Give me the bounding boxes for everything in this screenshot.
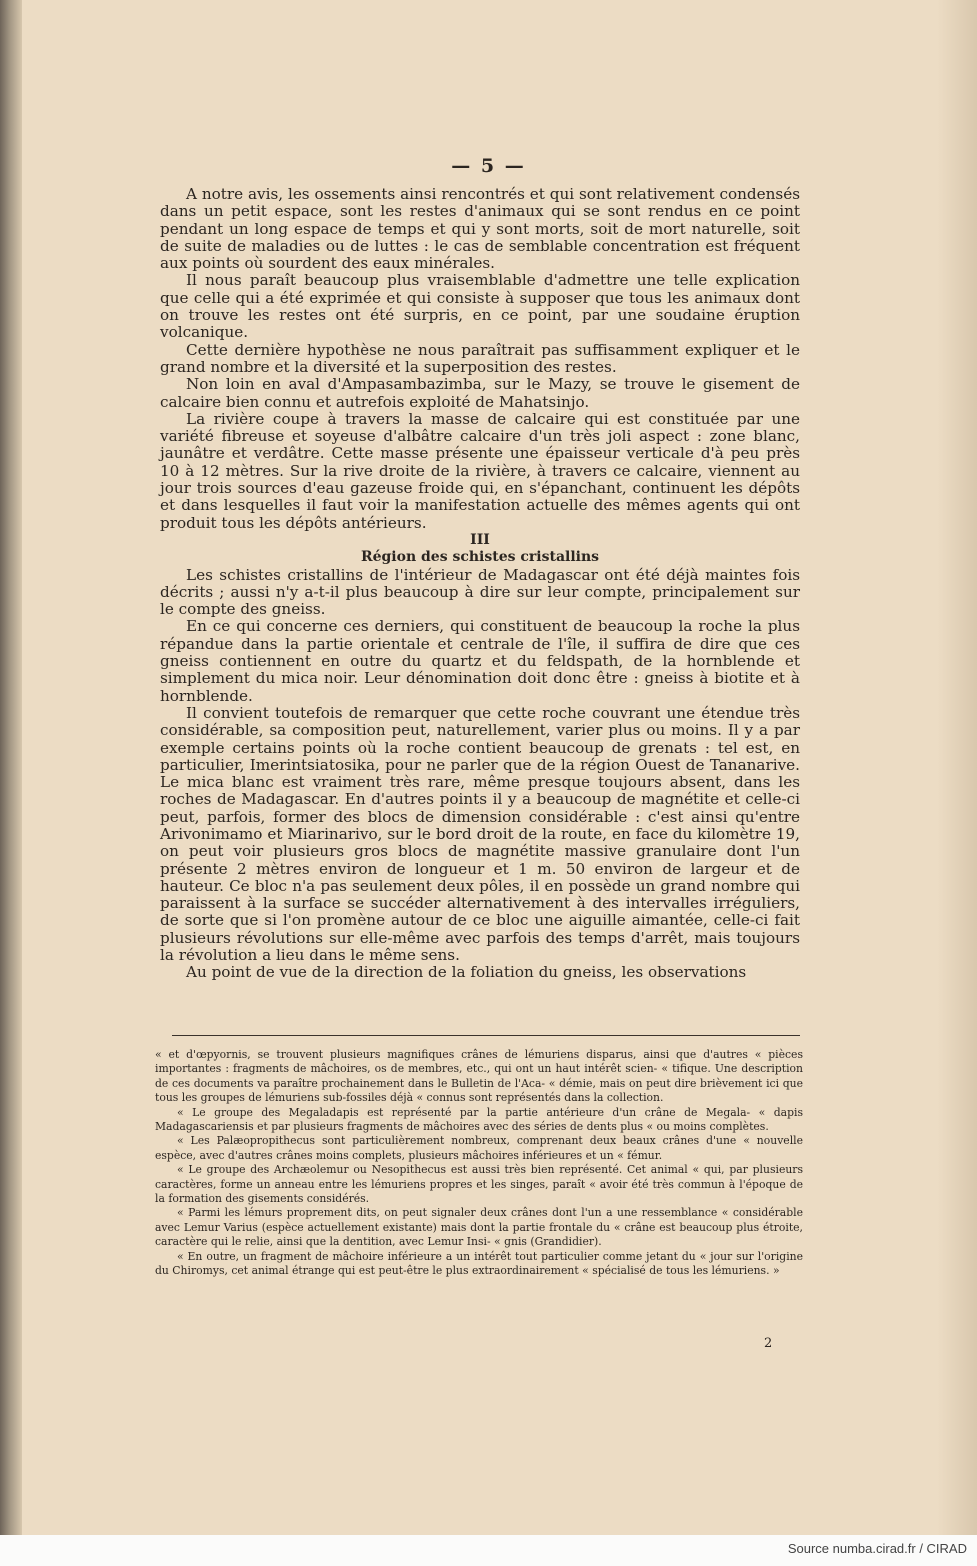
- footnote: « Le groupe des Megaladapis est représenté par la partie antérieure d'un crâne de Megala- « dapis Madagascariensis et par plusieurs fragments de mâchoires avec des séries de dents plus « ou moins complètes.: [155, 1105, 803, 1134]
- signature-mark: 2: [764, 1336, 773, 1351]
- page-edge-shadow: [937, 0, 977, 1535]
- paragraph: Cette dernière hypothèse ne nous paraîtrait pas suffisamment expliquer et le grand nombre et la diversité et la superposition des restes.: [160, 340, 800, 376]
- footnote: « et d'œpyornis, se trouvent plusieurs magnifiques crânes de lémuriens disparus, ainsi que d'autres « pièces importantes : fragments de mâchoires, os de membres, etc., qui ont un haut intérêt scien- « tifique. Une description de ces documents va paraître prochainement dans le Bulletin de l'Aca- « démie, mais on peut dire brièvement ici que tous les groupes de lémuriens sub-fossiles déjà « connus sont représentés dans la collection.: [155, 1048, 803, 1105]
- paragraph: Les schistes cristallins de l'intérieur de Madagascar ont été déjà maintes fois décrits ; aussi n'y a-t-il plus beaucoup à dire sur leur compte, principalement sur le compte des gneiss.: [160, 565, 800, 619]
- paragraph: Au point de vue de la direction de la foliation du gneiss, les observations: [186, 963, 747, 982]
- paragraph: Il nous paraît beaucoup plus vraisemblable d'admettre une telle explication que celle qui a été exprimée et qui consiste à supposer que tous les animaux dont on trouve les restes ont été surpris, en ce point, par une soudaine éruption volcanique.: [160, 271, 800, 342]
- paragraph: A notre avis, les ossements ainsi rencontrés et qui sont relativement condensés dans un petit espace, sont les restes d'animaux qui se sont rendus en ce point pendant un long espace de temps et qui y sont morts, soit de mort naturelle, soit de suite de maladies ou de luttes : le cas de semblable concentration est fréquent aux points où sourdent des eaux minérales.: [160, 185, 800, 273]
- body-text: [160, 186, 800, 982]
- footnote: « En outre, un fragment de mâchoire inférieure a un intérêt tout particulier comme jetant du « jour sur l'origine du Chiromys, cet animal étrange qui est peut-être le plus extraordinairement « spécialisé de tous les lémuriens. »: [155, 1249, 803, 1278]
- footnote-rule: [172, 1035, 800, 1036]
- page-number: — 5 —: [451, 155, 526, 177]
- paragraph: La rivière coupe à travers la masse de calcaire qui est constituée par une variété fibreuse et soyeuse d'albâtre calcaire d'un très joli aspect : zone blanc, jaunâtre et verdâtre. Cette masse présente une épaisseur verticale d'à peu près 10 à 12 mètres. Sur la rive droite de la rivière, à travers ce calcaire, viennent au jour trois sources d'eau gazeuse froide qui, en s'épanchant, continuent les dépôts et dans lesquelles il faut voir la manifestation actuelle des mêmes agents qui ont produit tous les dépôts antérieurs.: [160, 409, 800, 532]
- paragraph: Il convient toutefois de remarquer que cette roche couvrant une étendue très considérable, sa composition peut, naturellement, varier plus ou moins. Il y a par exemple certains points où la roche contient beaucoup de grenats : tel est, en particulier, Imerintsiatosika, pour ne parler que de la région Ouest de Tananarive. Le mica blanc est vraiment très rare, même presque toujours absent, dans les roches de Madagascar. En d'autres points il y a beaucoup de magnétite et celle-ci peut, parfois, former des blocs de dimension considérable : c'est ainsi qu'entre Arivonimamo et Miarinarivo, sur le bord droit de la route, en face du kilomètre 19, on peut voir plusieurs gros blocs de magnétite massive granulaire dont l'un présente 2 mètres environ de longueur et 1 m. 50 environ de largeur et de hauteur. Ce bloc n'a pas seulement deux pôles, il en possède un grand nombre qui paraissent à la surface se succéder alternativement à des intervalles irréguliers, de sorte que si l'on promène autour de ce bloc une aiguille aimantée, celle-ci fait plusieurs révolutions sur elle-même avec parfois des temps d'arrêt, mais toujours la révolution a lieu dans le même sens.: [160, 703, 800, 965]
- footnote: « Les Palæopropithecus sont particulièrement nombreux, comprenant deux beaux crânes d'une « nouvelle espèce, avec d'autres crânes moins complets, plusieurs mâchoires inférieures et un « fémur.: [155, 1134, 803, 1162]
- paragraph: Non loin en aval d'Ampasambazimba, sur le Mazy, se trouve le gisement de calcaire bien connu et autrefois exploité de Mahatsinjo.: [160, 375, 800, 411]
- section-number: III: [470, 531, 490, 548]
- footnote: « Parmi les lémurs proprement dits, on peut signaler deux crânes dont l'un a une ressemblance « considérable avec Lemur Varius (espèce actuellement existante) mais dont la partie frontale du « crâne est beaucoup plus étroite, caractère qui le relie, ainsi que la dentition, avec Lemur Insi- « gnis (Grandidier).: [155, 1206, 803, 1249]
- source-credit: Source numba.cirad.fr / CIRAD: [787, 1541, 967, 1556]
- book-spine: [0, 0, 22, 1535]
- footnote: « Le groupe des Archæolemur ou Nesopithecus est aussi très bien représenté. Cet animal « qui, par plusieurs caractères, forme un anneau entre les lémuriens propres et les singes, paraît « avoir été très commun à l'époque de la formation des gisements considérés.: [155, 1163, 803, 1206]
- footnotes: [155, 1048, 803, 1279]
- paragraph: En ce qui concerne ces derniers, qui constituent de beaucoup la roche la plus répandue dans la partie orientale et centrale de l'île, il suffira de dire que ces gneiss contiennent en outre du quartz et du feldspath, de la hornblende et simplement du mica noir. Leur dénomination doit donc être : gneiss à biotite et à hornblende.: [160, 617, 800, 705]
- section-title: Région des schistes cristallins: [360, 549, 600, 566]
